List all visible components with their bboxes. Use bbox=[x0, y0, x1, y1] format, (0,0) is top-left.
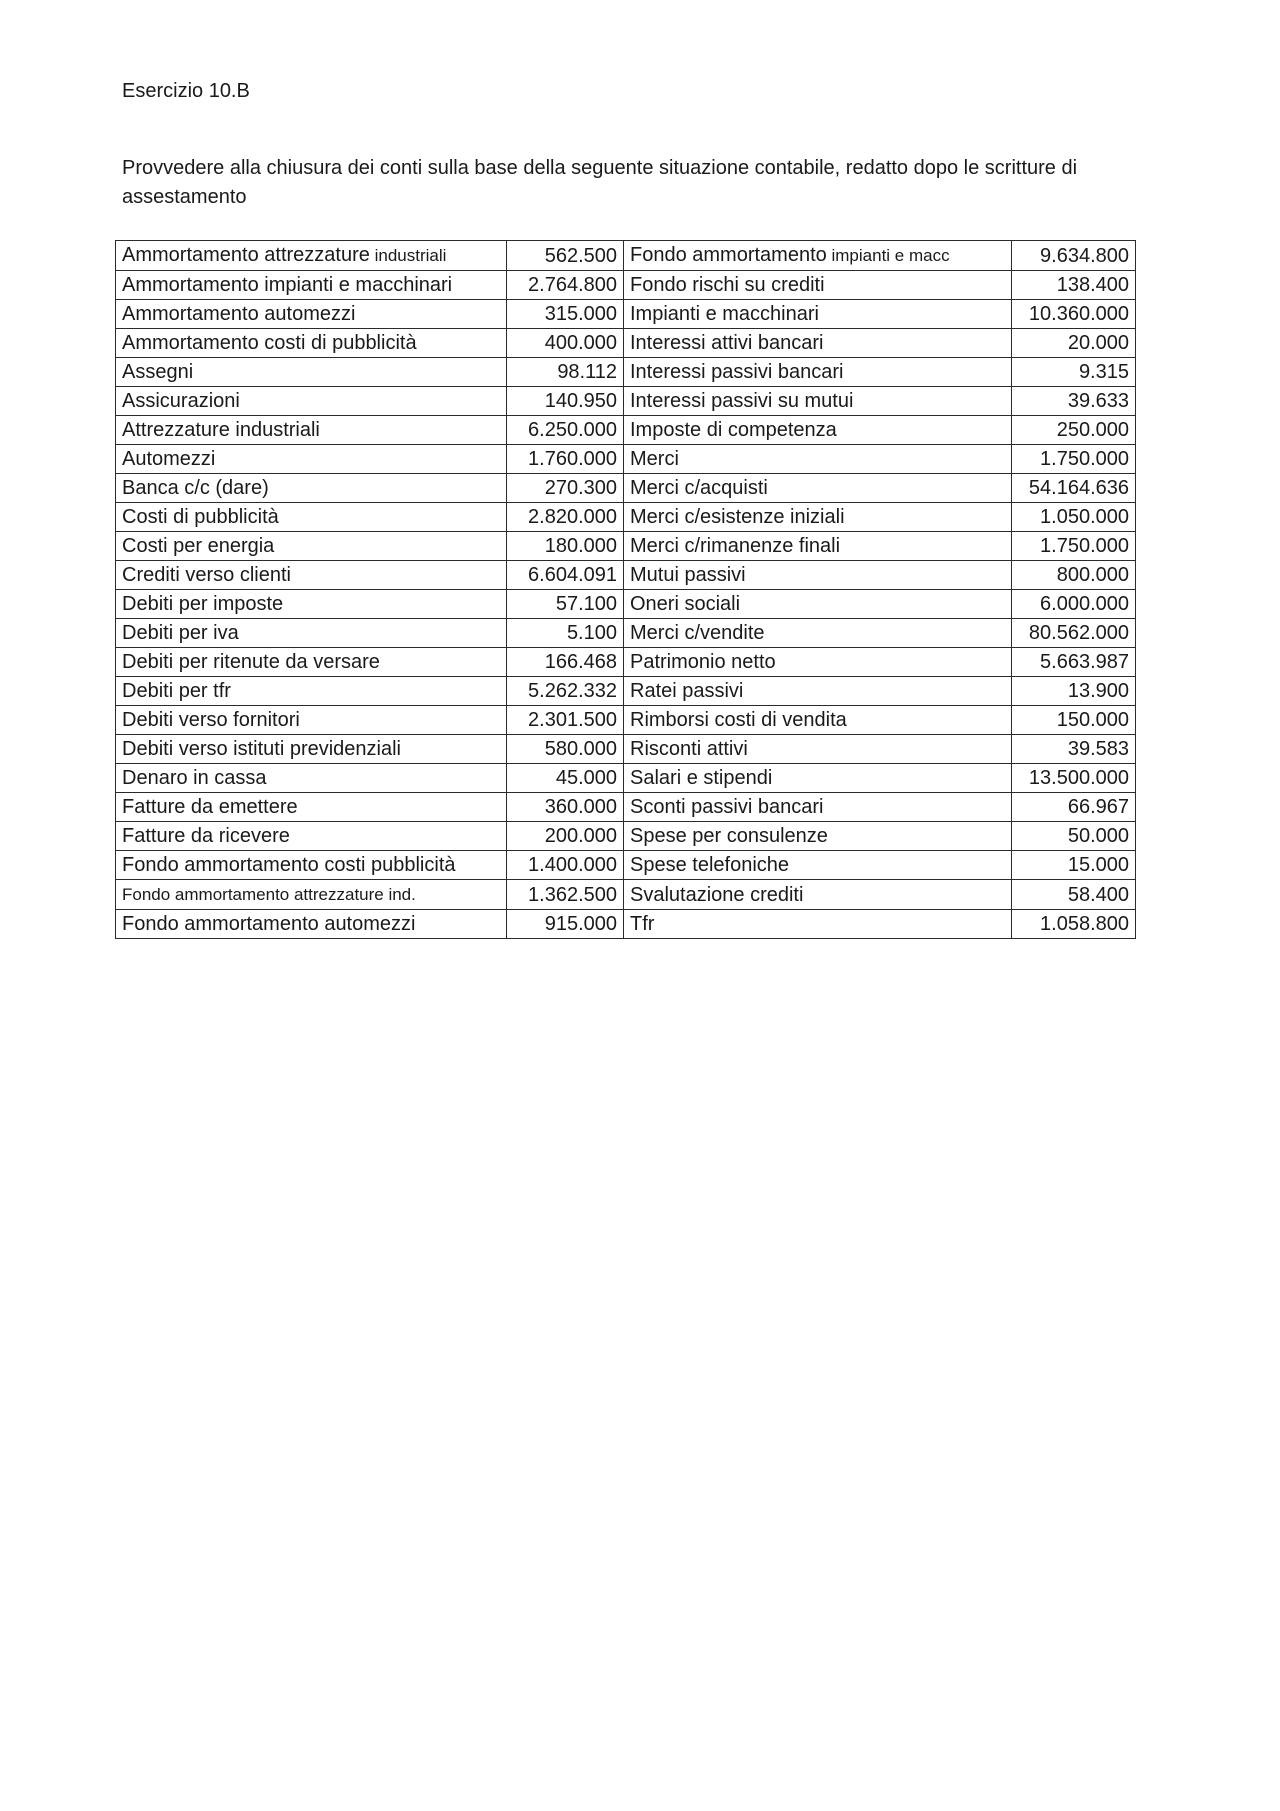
right-amount-cell: 13.900 bbox=[1012, 677, 1136, 706]
right-amount-cell: 54.164.636 bbox=[1012, 474, 1136, 503]
right-amount-cell: 1.750.000 bbox=[1012, 445, 1136, 474]
right-amount-cell: 5.663.987 bbox=[1012, 648, 1136, 677]
right-amount-cell: 150.000 bbox=[1012, 706, 1136, 735]
account-name: Debiti per iva bbox=[122, 622, 239, 644]
account-name-suffix: Fondo ammortamento attrezzature ind. bbox=[122, 885, 416, 904]
left-account-cell bbox=[116, 822, 507, 851]
table-row bbox=[116, 271, 1136, 300]
left-account-cell bbox=[116, 764, 507, 793]
right-amount-cell: 6.000.000 bbox=[1012, 590, 1136, 619]
left-account-cell bbox=[116, 503, 507, 532]
right-amount-cell: 39.583 bbox=[1012, 735, 1136, 764]
account-name: Fondo ammortamento automezzi bbox=[122, 913, 416, 935]
right-amount-cell: 13.500.000 bbox=[1012, 764, 1136, 793]
left-account-cell bbox=[116, 241, 507, 271]
left-account-cell bbox=[116, 590, 507, 619]
account-name: Costi di pubblicità bbox=[122, 506, 279, 528]
table-row bbox=[116, 300, 1136, 329]
right-account-cell bbox=[624, 416, 1012, 445]
left-amount-cell: 1.362.500 bbox=[507, 880, 624, 910]
exercise-instructions: Provvedere alla chiusura dei conti sulla base della seguente situazione contabile, redatto dopo le scritture di assestamento bbox=[122, 157, 1078, 208]
left-amount-cell: 915.000 bbox=[507, 910, 624, 939]
left-amount-cell: 6.250.000 bbox=[507, 416, 624, 445]
table-row bbox=[116, 851, 1136, 880]
account-name: Spese telefoniche bbox=[630, 854, 790, 876]
left-amount-cell: 1.760.000 bbox=[507, 445, 624, 474]
account-name: Debiti verso istituti previdenziali bbox=[122, 738, 402, 760]
right-amount-cell: 1.050.000 bbox=[1012, 503, 1136, 532]
table-row bbox=[116, 590, 1136, 619]
left-account-cell bbox=[116, 619, 507, 648]
account-name: Debiti per tfr bbox=[122, 680, 231, 702]
account-name: Interessi passivi su mutui bbox=[630, 390, 854, 412]
account-name: Merci c/esistenze iniziali bbox=[630, 506, 845, 528]
account-name: Ammortamento automezzi bbox=[122, 303, 356, 325]
account-name: Attrezzature industriali bbox=[122, 419, 320, 441]
left-account-cell bbox=[116, 387, 507, 416]
left-amount-cell: 6.604.091 bbox=[507, 561, 624, 590]
account-name-suffix: industriali bbox=[369, 246, 447, 265]
left-amount-cell: 5.100 bbox=[507, 619, 624, 648]
accounts-table-body bbox=[116, 241, 1136, 939]
table-row bbox=[116, 445, 1136, 474]
account-name: Merci c/rimanenze finali bbox=[630, 535, 841, 557]
left-account-cell bbox=[116, 474, 507, 503]
account-name: Ratei passivi bbox=[630, 680, 744, 702]
account-name: Interessi attivi bancari bbox=[630, 332, 824, 354]
right-account-cell bbox=[624, 561, 1012, 590]
table-row bbox=[116, 910, 1136, 939]
table-row bbox=[116, 648, 1136, 677]
right-account-cell bbox=[624, 532, 1012, 561]
table-row bbox=[116, 474, 1136, 503]
table-row bbox=[116, 619, 1136, 648]
left-amount-cell: 98.112 bbox=[507, 358, 624, 387]
left-amount-cell: 2.820.000 bbox=[507, 503, 624, 532]
left-account-cell bbox=[116, 648, 507, 677]
account-name: Interessi passivi bancari bbox=[630, 361, 844, 383]
right-account-cell bbox=[624, 619, 1012, 648]
left-account-cell bbox=[116, 706, 507, 735]
right-account-cell bbox=[624, 474, 1012, 503]
account-name: Fatture da emettere bbox=[122, 796, 298, 818]
right-amount-cell: 50.000 bbox=[1012, 822, 1136, 851]
right-account-cell bbox=[624, 764, 1012, 793]
right-account-cell bbox=[624, 445, 1012, 474]
left-amount-cell: 400.000 bbox=[507, 329, 624, 358]
right-account-cell bbox=[624, 590, 1012, 619]
left-account-cell bbox=[116, 416, 507, 445]
table-row bbox=[116, 677, 1136, 706]
left-account-cell bbox=[116, 910, 507, 939]
right-amount-cell: 1.058.800 bbox=[1012, 910, 1136, 939]
account-name: Svalutazione crediti bbox=[630, 883, 804, 906]
account-name: Banca c/c (dare) bbox=[122, 477, 269, 499]
left-amount-cell: 360.000 bbox=[507, 793, 624, 822]
right-account-cell bbox=[624, 329, 1012, 358]
account-name: Oneri sociali bbox=[630, 593, 741, 615]
right-account-cell bbox=[624, 648, 1012, 677]
right-account-cell bbox=[624, 822, 1012, 851]
left-account-cell bbox=[116, 358, 507, 387]
left-account-cell bbox=[116, 445, 507, 474]
right-account-cell bbox=[624, 706, 1012, 735]
table-row bbox=[116, 706, 1136, 735]
account-name: Debiti verso fornitori bbox=[122, 709, 300, 731]
account-name: Merci c/vendite bbox=[630, 622, 765, 644]
table-row bbox=[116, 416, 1136, 445]
right-amount-cell: 9.634.800 bbox=[1012, 241, 1136, 271]
right-account-cell bbox=[624, 300, 1012, 329]
account-name: Sconti passivi bancari bbox=[630, 796, 824, 818]
left-amount-cell: 2.301.500 bbox=[507, 706, 624, 735]
left-amount-cell: 580.000 bbox=[507, 735, 624, 764]
right-account-cell bbox=[624, 910, 1012, 939]
right-amount-cell: 138.400 bbox=[1012, 271, 1136, 300]
account-name: Salari e stipendi bbox=[630, 767, 773, 789]
account-name: Ammortamento impianti e macchinari bbox=[122, 274, 453, 296]
account-name: Merci c/acquisti bbox=[630, 477, 768, 499]
account-name: Costi per energia bbox=[122, 535, 275, 557]
account-name: Automezzi bbox=[122, 448, 216, 470]
right-account-cell bbox=[624, 387, 1012, 416]
left-account-cell bbox=[116, 532, 507, 561]
left-amount-cell: 140.950 bbox=[507, 387, 624, 416]
left-account-cell bbox=[116, 677, 507, 706]
account-name: Assicurazioni bbox=[122, 390, 240, 412]
left-amount-cell: 57.100 bbox=[507, 590, 624, 619]
left-amount-cell: 200.000 bbox=[507, 822, 624, 851]
right-account-cell bbox=[624, 880, 1012, 910]
account-name: Patrimonio netto bbox=[630, 651, 776, 673]
right-amount-cell: 58.400 bbox=[1012, 880, 1136, 910]
left-amount-cell: 315.000 bbox=[507, 300, 624, 329]
left-amount-cell: 270.300 bbox=[507, 474, 624, 503]
left-account-cell bbox=[116, 851, 507, 880]
table-row bbox=[116, 561, 1136, 590]
left-account-cell bbox=[116, 735, 507, 764]
account-name: Debiti per ritenute da versare bbox=[122, 651, 380, 673]
account-name: Assegni bbox=[122, 361, 194, 383]
left-amount-cell: 45.000 bbox=[507, 764, 624, 793]
table-row bbox=[116, 358, 1136, 387]
left-amount-cell: 2.764.800 bbox=[507, 271, 624, 300]
left-amount-cell: 562.500 bbox=[507, 241, 624, 271]
right-amount-cell: 9.315 bbox=[1012, 358, 1136, 387]
table-row bbox=[116, 503, 1136, 532]
table-row bbox=[116, 532, 1136, 561]
left-amount-cell: 180.000 bbox=[507, 532, 624, 561]
right-amount-cell: 10.360.000 bbox=[1012, 300, 1136, 329]
right-account-cell bbox=[624, 735, 1012, 764]
table-row bbox=[116, 735, 1136, 764]
account-name: Debiti per imposte bbox=[122, 593, 284, 615]
right-amount-cell: 800.000 bbox=[1012, 561, 1136, 590]
account-name: Crediti verso clienti bbox=[122, 564, 291, 586]
right-amount-cell: 66.967 bbox=[1012, 793, 1136, 822]
table-row bbox=[116, 822, 1136, 851]
right-amount-cell: 15.000 bbox=[1012, 851, 1136, 880]
left-account-cell bbox=[116, 880, 507, 910]
account-name: Ammortamento costi di pubblicità bbox=[122, 332, 417, 354]
left-account-cell bbox=[116, 300, 507, 329]
account-name: Spese per consulenze bbox=[630, 825, 828, 847]
account-name: Imposte di competenza bbox=[630, 419, 837, 441]
table-row bbox=[116, 329, 1136, 358]
exercise-title: Esercizio 10.B bbox=[122, 80, 250, 102]
account-name: Fondo ammortamento costi pubblicità bbox=[122, 854, 456, 876]
account-name: Mutui passivi bbox=[630, 564, 746, 586]
right-amount-cell: 20.000 bbox=[1012, 329, 1136, 358]
accounts-table bbox=[115, 240, 1136, 939]
right-amount-cell: 1.750.000 bbox=[1012, 532, 1136, 561]
table-row bbox=[116, 387, 1136, 416]
right-account-cell bbox=[624, 271, 1012, 300]
left-account-cell bbox=[116, 561, 507, 590]
right-account-cell bbox=[624, 241, 1012, 271]
account-name: Ammortamento attrezzature bbox=[122, 244, 370, 266]
left-amount-cell: 5.262.332 bbox=[507, 677, 624, 706]
left-amount-cell: 166.468 bbox=[507, 648, 624, 677]
account-name: Merci bbox=[630, 448, 679, 470]
right-account-cell bbox=[624, 358, 1012, 387]
account-name-suffix: impianti e macc bbox=[826, 246, 950, 265]
left-account-cell bbox=[116, 271, 507, 300]
account-name: Tfr bbox=[630, 913, 655, 935]
right-account-cell bbox=[624, 851, 1012, 880]
account-name: Risconti attivi bbox=[630, 738, 748, 760]
right-amount-cell: 80.562.000 bbox=[1012, 619, 1136, 648]
left-account-cell bbox=[116, 329, 507, 358]
right-account-cell bbox=[624, 503, 1012, 532]
left-account-cell bbox=[116, 793, 507, 822]
right-amount-cell: 250.000 bbox=[1012, 416, 1136, 445]
table-row bbox=[116, 764, 1136, 793]
right-account-cell bbox=[624, 793, 1012, 822]
account-name: Denaro in cassa bbox=[122, 767, 267, 789]
right-account-cell bbox=[624, 677, 1012, 706]
account-name: Impianti e macchinari bbox=[630, 303, 819, 325]
account-name: Fondo rischi su crediti bbox=[630, 274, 825, 296]
table-row bbox=[116, 793, 1136, 822]
account-name: Rimborsi costi di vendita bbox=[630, 709, 847, 731]
table-row bbox=[116, 241, 1136, 271]
right-amount-cell: 39.633 bbox=[1012, 387, 1136, 416]
account-name: Fondo ammortamento bbox=[630, 244, 827, 266]
left-amount-cell: 1.400.000 bbox=[507, 851, 624, 880]
account-name: Fatture da ricevere bbox=[122, 825, 290, 847]
table-row bbox=[116, 880, 1136, 910]
